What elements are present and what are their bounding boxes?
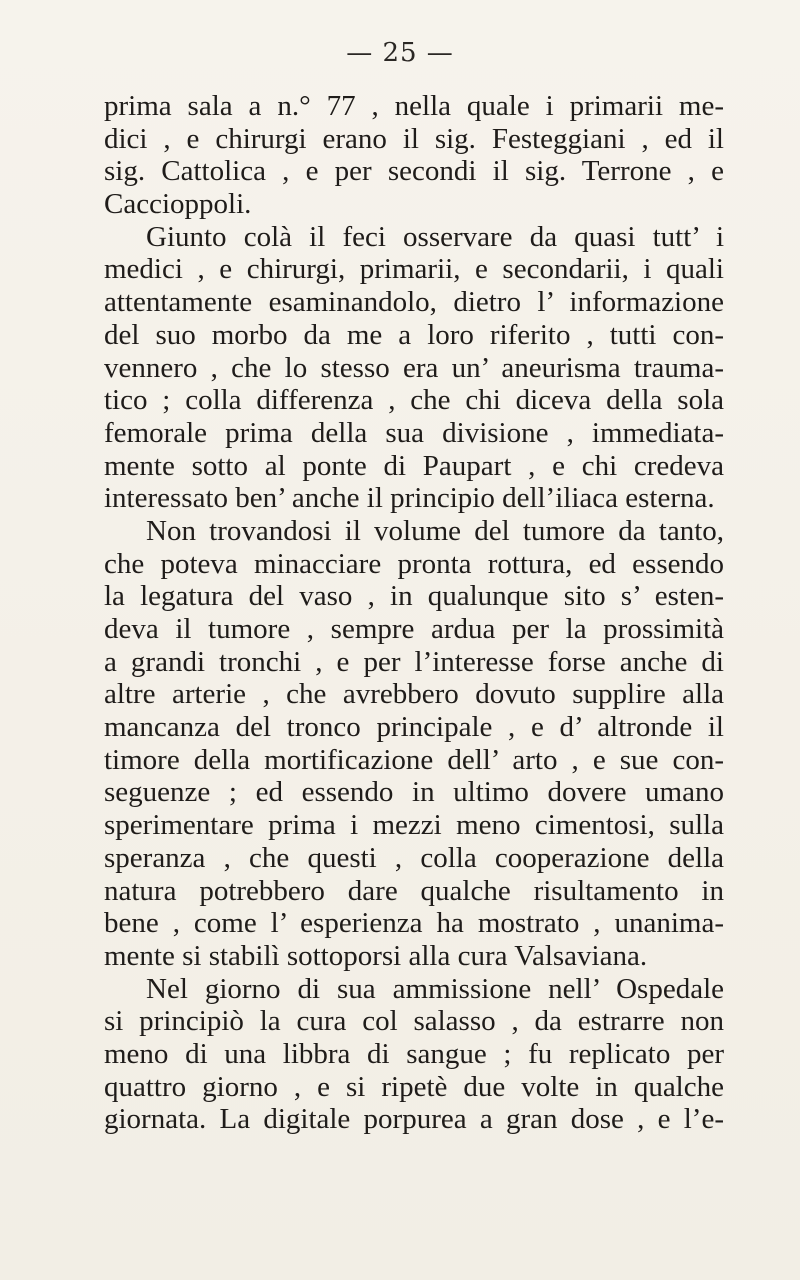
- text-line: giornata. La digitale porpurea a gran dose , e l’e-: [104, 1103, 724, 1136]
- text-line: speranza , che questi , colla cooperazione della: [104, 841, 724, 874]
- page-number: — 25 —: [346, 38, 454, 68]
- text-line: Caccioppoli.: [104, 188, 252, 221]
- text-line: Giunto colà il feci osservare da quasi tutt’ i: [146, 220, 724, 253]
- text-line: dici , e chirurgi erano il sig. Festeggiani , ed il: [104, 122, 724, 155]
- text-line: Non trovandosi il volume del tumore da tanto,: [146, 514, 724, 547]
- text-line: quattro giorno , e si ripetè due volte in qualche: [104, 1070, 724, 1103]
- text-line: femorale prima della sua divisione , immediata-: [104, 416, 724, 449]
- text-line: sig. Cattolica , e per secondi il sig. Terrone , e: [104, 155, 724, 188]
- text-line: a grandi tronchi , e per l’interesse forse anche di: [104, 645, 724, 678]
- text-line: tico ; colla differenza , che chi diceva della sola: [104, 384, 724, 417]
- text-line: del suo morbo da me a loro riferito , tutti con-: [104, 318, 724, 351]
- text-line: prima sala a n.° 77 , nella quale i primarii me-: [104, 90, 724, 122]
- text-line: seguenze ; ed essendo in ultimo dovere umano: [104, 776, 724, 809]
- body-text: [104, 90, 724, 1136]
- text-line: interessato ben’ anche il principio dell’iliaca esterna.: [104, 482, 715, 515]
- text-line: deva il tumore , sempre ardua per la prossimità: [104, 613, 724, 645]
- text-line: mancanza del tronco principale , e d’ altronde il: [104, 711, 724, 744]
- text-line: mente sotto al ponte di Paupart , e chi credeva: [104, 449, 724, 482]
- text-line: bene , come l’ esperienza ha mostrato , unanima-: [104, 907, 724, 940]
- text-line: si principiò la cura col salasso , da estrarre non: [104, 1005, 724, 1038]
- text-line: Nel giorno di sua ammissione nell’ Ospedale: [146, 972, 724, 1005]
- text-line: sperimentare prima i mezzi meno cimentosi, sulla: [104, 809, 724, 842]
- text-line: che poteva minacciare pronta rottura, ed essendo: [104, 547, 724, 580]
- text-line: la legatura del vaso , in qualunque sito s’ esten-: [104, 580, 724, 613]
- text-line: meno di una libbra di sangue ; fu replicato per: [104, 1037, 724, 1070]
- text-line: attentamente esaminandolo, dietro l’ informazione: [104, 286, 724, 319]
- text-line: natura potrebbero dare qualche risultamento in: [104, 874, 724, 907]
- text-line: mente si stabilì sottoporsi alla cura Valsaviana.: [104, 939, 648, 972]
- text-line: timore della mortificazione dell’ arto , e sue con-: [104, 743, 724, 776]
- text-line: altre arterie , che avrebbero dovuto supplire alla: [104, 678, 724, 711]
- text-line: medici , e chirurgi, primarii, e secondarii, i quali: [104, 253, 724, 286]
- text-line: vennero , che lo stesso era un’ aneurisma trauma-: [104, 351, 724, 384]
